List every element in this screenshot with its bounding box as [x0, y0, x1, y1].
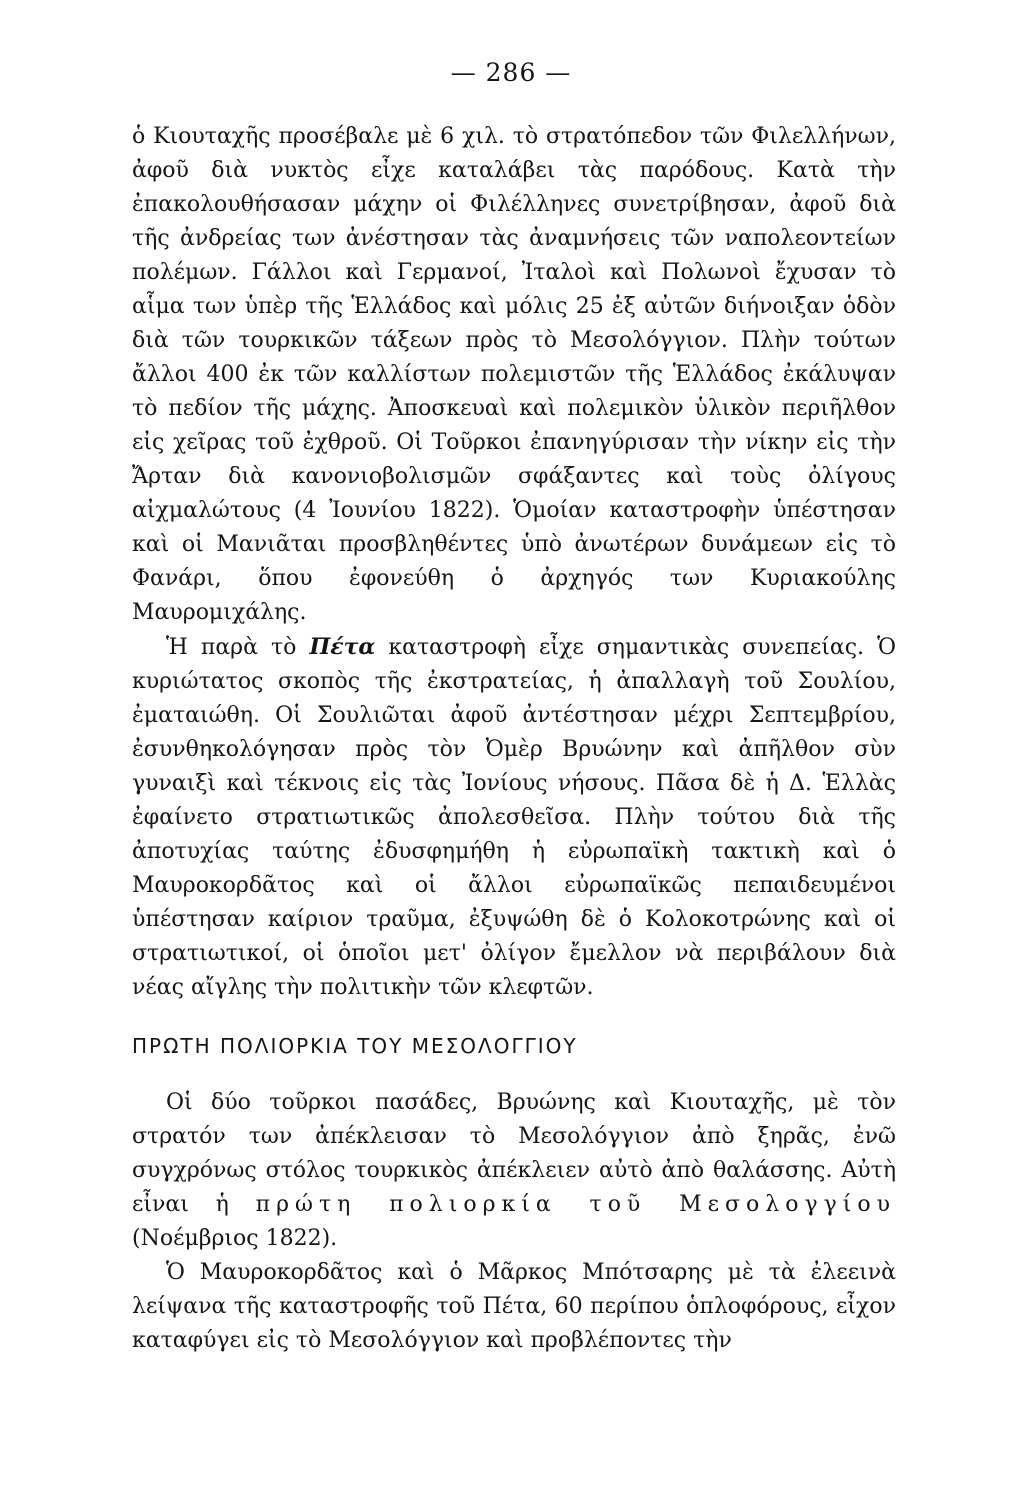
- body-text-upper: [132, 120, 896, 1005]
- first-siege-emphasis: πρώτη πολιορκία τοῦ Μεσολογγίου: [255, 1192, 896, 1217]
- peta-emphasis: Πέτα: [309, 634, 376, 660]
- paragraph-peta-before: Ἡ παρὰ τὸ: [166, 635, 310, 660]
- paragraph-peta-consequences: [132, 630, 896, 1005]
- paragraph-philhellenes-battle: ὁ Κιουταχῆς προσέβαλε μὲ 6 χιλ. τὸ στρατόπεδον τῶν Φιλελλήνων, ἀφοῦ διὰ νυκτὸς εἶχε καταλάβει τὰς παρόδους. Κατὰ τὴν ἐπακολουθήσασαν μάχην οἱ Φιλέλληνες συνετρίβησαν, ἀφοῦ διὰ τῆς ἀνδρείας των ἀνέστησαν τὰς ἀναμνήσεις τῶν ναπολεοντείων πολέμων. Γάλλοι καὶ Γερμανοί, Ἰταλοὶ καὶ Πολωνοὶ ἔχυσαν τὸ αἷμα των ὑπὲρ τῆς Ἑλλάδος καὶ μόλις 25 ἐξ αὐτῶν διήνοιξαν ὁδὸν διὰ τῶν τουρκικῶν τάξεων πρὸς τὸ Μεσολόγγιον. Πλὴν τούτων ἄλλοι 400 ἐκ τῶν καλλίστων πολεμιστῶν τῆς Ἑλλάδος ἐκάλυψαν τὸ πεδίον τῆς μάχης. Ἀποσκευαὶ καὶ πολεμικὸν ὑλικὸν περιῆλθον εἰς χεῖρας τοῦ ἐχθροῦ. Οἱ Τοῦρκοι ἐπανηγύρισαν τὴν νίκην εἰς τὴν Ἄρταν διὰ κανονιοβολισμῶν σφάξαντες καὶ τοὺς ὀλίγους αἰχμαλώτους (4 Ἰουνίου 1822). Ὁμοίαν καταστροφὴν ὑπέστησαν καὶ οἱ Μανιᾶται προσβληθέντες ὑπὸ ἀνωτέρων δυνάμεων εἰς τὸ Φανάρι, ὅπου ἐφονεύθη ὁ ἀρχηγός των Κυριακούλης Μαυρομιχάλης.: [132, 124, 896, 625]
- body-text-lower: [132, 1086, 896, 1358]
- page-number: — 286 —: [450, 58, 572, 87]
- paragraph-siege-before: Οἱ δύο τοῦρκοι πασάδες, Βρυώνης καὶ Κιουταχῆς, μὲ τὸν στρατόν των ἀπέκλεισαν τὸ Μεσολόγγιον ἀπὸ ξηρᾶς, ἐνῶ συγχρόνως στόλος τουρκικὸς ἀπέκλειεν αὐτὸ ἀπὸ θαλάσσης. Αὐτὴ εἶναι ἡ: [132, 1090, 896, 1217]
- paragraph-first-siege: [132, 1086, 896, 1256]
- paragraph-siege-after: (Νοέμβριος 1822).: [132, 1226, 338, 1251]
- paragraph-peta-after: καταστροφὴ εἶχε σημαντικὰς συνεπείας. Ὁ κυριώτατος σκοπὸς τῆς ἐκστρατείας, ἡ ἀπαλλαγὴ τοῦ Σουλίου, ἐματαιώθη. Οἱ Σουλιῶται ἀφοῦ ἀντέστησαν μέχρι Σεπτεμβρίου, ἐσυνθηκολόγησαν πρὸς τὸν Ὀμὲρ Βρυώνην καὶ ἀπῆλθον σὺν γυναιξὶ καὶ τέκνοις εἰς τὰς Ἰονίους νήσους. Πᾶσα δὲ ἡ Δ. Ἑλλὰς ἐφαίνετο στρατιωτικῶς ἀπολεσθεῖσα. Πλὴν τούτου διὰ τῆς ἀποτυχίας ταύτης ἐδυσφημήθη ἡ εὐρωπαϊκὴ τακτικὴ καὶ ὁ Μαυροκορδᾶτος καὶ οἱ ἄλλοι εὐρωπαϊκῶς πεπαιδευμένοι ὑπέστησαν καίριον τραῦμα, ἐξυψώθη δὲ ὁ Κολοκοτρώνης καὶ οἱ στρατιωτικοί, οἱ ὁποῖοι μετ' ὀλίγον ἔμελλον νὰ περιβάλουν διὰ νέας αἴγλης τὴν πολιτικὴν τῶν κλεφτῶν.: [132, 635, 896, 1000]
- section-heading: ΠΡΩΤΗ ΠΟΛΙΟΡΚΙΑ ΤΟΥ ΜΕΣΟΛΟΓΓΙΟΥ: [132, 1034, 578, 1058]
- paragraph-mavrokordatos: Ὁ Μαυροκορδᾶτος καὶ ὁ Μᾶρκος Μπότσαρης μὲ τὰ ἐλεεινὰ λείψανα τῆς καταστροφῆς τοῦ Πέτα, 60 περίπου ὁπλοφόρους, εἶχον καταφύγει εἰς τὸ Μεσολόγγιον καὶ προβλέποντες τὴν: [132, 1260, 896, 1353]
